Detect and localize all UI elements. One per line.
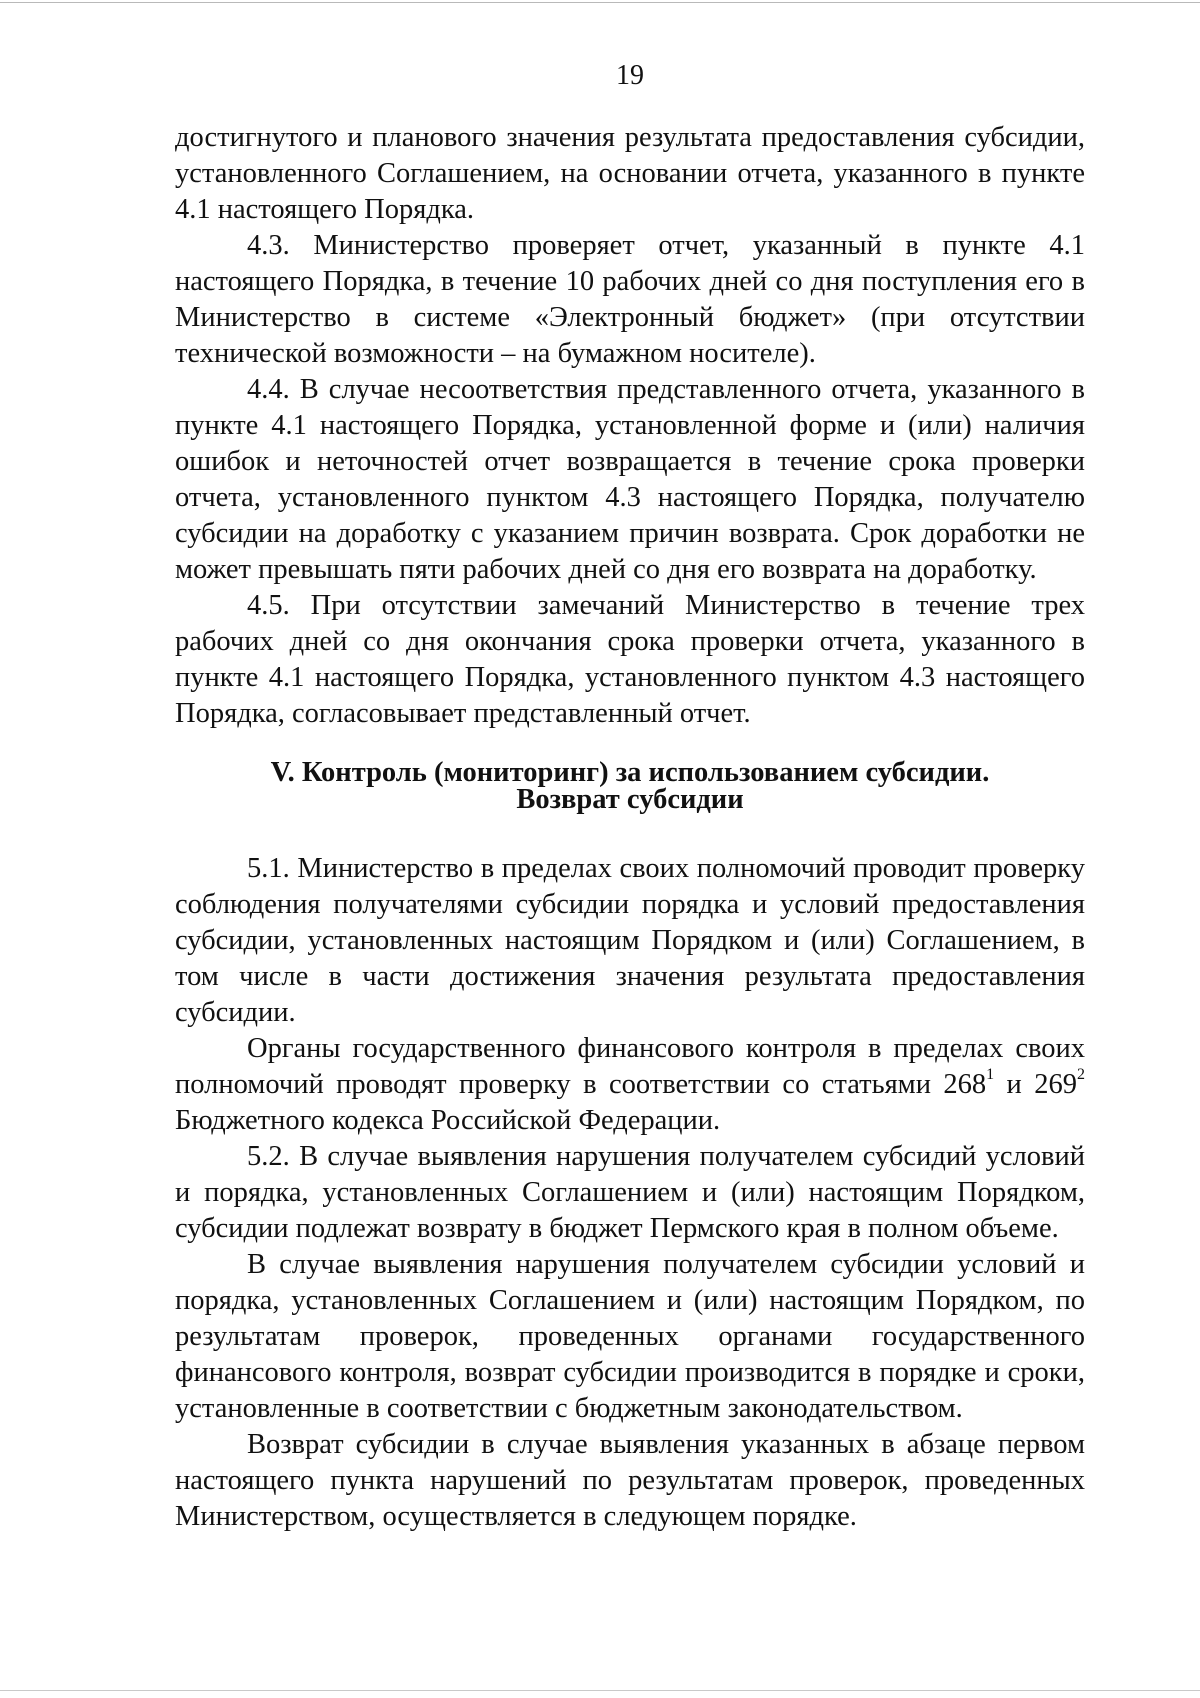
paragraph-5-2: 5.2. В случае выявления нарушения получателем субсидий условий и порядка, установленных Соглашением и (или) настоящим Порядком, субсидии подлежат возврату в бюджет Пермского края в полном объеме. — [175, 1141, 1085, 1244]
section-5-heading-line-1: V. Контроль (мониторинг) за использованием субсидии. — [270, 757, 990, 788]
paragraph-4-3: 4.3. Министерство проверяет отчет, указанный в пункте 4.1 настоящего Порядка, в течение 10 рабочих дней со дня поступления его в Министерство в системе «Электронный бюджет» (при отсутствии технической возможности – на бумажном носителе). — [175, 230, 1085, 369]
financial-control-text-b: и 269 — [994, 1069, 1077, 1100]
paragraph-violation: В случае выявления нарушения получателем субсидии условий и порядка, установленных Соглашением и (или) настоящим Порядком, по результатам проверок, проведенных органами государственного финансового контроля, возврат субсидии производится в порядке и сроки, установленные в соответствии с бюджетным законодательством. — [175, 1249, 1085, 1424]
page-top-edge — [0, 2, 1200, 3]
financial-control-text-a: Органы государственного финансового контроля в пределах своих полномочий проводят проверку в соответствии со статьями 268 — [175, 1033, 1085, 1100]
paragraph-financial-control — [175, 1031, 1085, 1139]
section-5-heading — [175, 759, 1085, 813]
document-body — [175, 120, 1085, 1535]
paragraph-4-5: 4.5. При отсутствии замечаний Министерство в течение трех рабочих дней со дня окончания срока проверки отчета, указанного в пункте 4.1 настоящего Порядка, установленного пунктом 4.3 настоящего Порядка, согласовывает представленный отчет. — [175, 590, 1085, 729]
footnote-superscript-2: 2 — [1076, 1066, 1085, 1083]
page-number: 19 — [616, 60, 644, 91]
section-5-heading-line-2: Возврат субсидии — [516, 784, 744, 815]
footnote-superscript-1: 1 — [986, 1066, 995, 1083]
paragraph-continuation: достигнутого и планового значения результата предоставления субсидии, установленного Соглашением, на основании отчета, указанного в пункте 4.1 настоящего Порядка. — [175, 122, 1085, 225]
page-bottom-edge — [0, 1690, 1200, 1691]
financial-control-text-c: Бюджетного кодекса Российской Федерации. — [175, 1105, 721, 1136]
paragraph-return: Возврат субсидии в случае выявления указанных в абзаце первом настоящего пункта нарушений по результатам проверок, проведенных Министерством, осуществляется в следующем порядке. — [175, 1429, 1085, 1532]
paragraph-4-4: 4.4. В случае несоответствия представленного отчета, указанного в пункте 4.1 настоящего Порядка, установленной форме и (или) наличия ошибок и неточностей отчет возвращается в течение срока проверки отчета, установленного пунктом 4.3 настоящего Порядка, получателю субсидии на доработку с указанием причин возврата. Срок доработки не может превышать пяти рабочих дней со дня его возврата на доработку. — [175, 374, 1085, 585]
paragraph-5-1: 5.1. Министерство в пределах своих полномочий проводит проверку соблюдения получателями субсидии порядка и условий предоставления субсидии, установленных настоящим Порядком и (или) Соглашением, в том числе в части достижения значения результата предоставления субсидии. — [175, 853, 1085, 1028]
